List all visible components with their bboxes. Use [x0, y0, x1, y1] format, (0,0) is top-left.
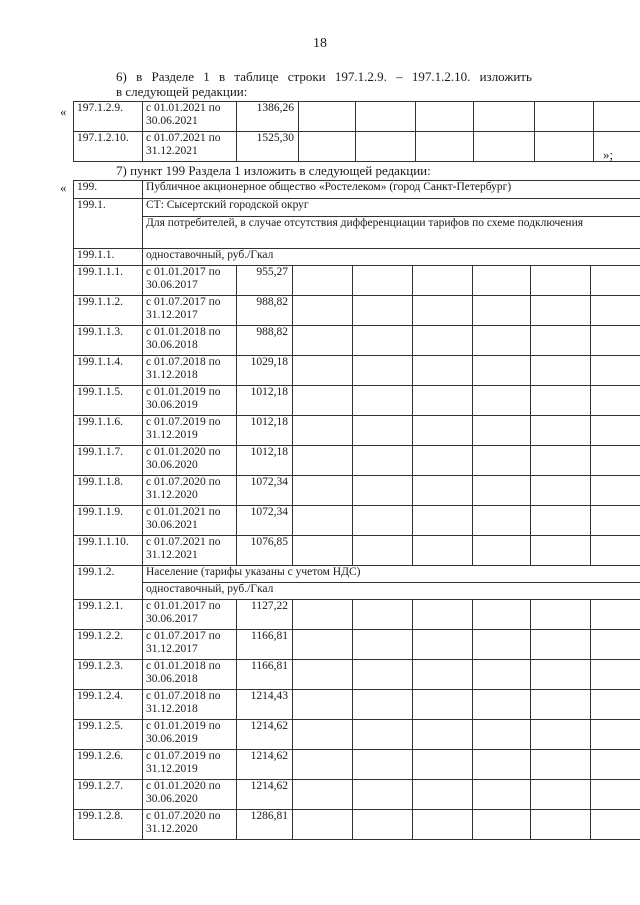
period-start: с 01.01.2019 по	[146, 720, 221, 732]
period-cell	[143, 660, 237, 690]
row-num: 199.1.2.1.	[74, 600, 143, 630]
empty-cell	[473, 326, 531, 356]
empty-cell	[591, 600, 640, 630]
period-cell	[143, 780, 237, 810]
row-199-header	[74, 181, 640, 199]
empty-cell	[473, 476, 531, 506]
consumers-note: Для потребителей, в случае отсутствия дифференциации тарифов по схеме подключения	[143, 217, 640, 249]
empty-cell	[413, 476, 473, 506]
table-199-body	[74, 181, 640, 840]
row-num: 199.1.1.	[74, 249, 143, 266]
amendment-paragraph-6	[70, 69, 615, 99]
empty-cell	[473, 416, 531, 446]
row-199-1-1	[74, 249, 640, 266]
empty-cell	[353, 810, 413, 840]
empty-cell	[413, 780, 473, 810]
empty-cell	[531, 416, 591, 446]
tariff-value: 988,82	[237, 296, 293, 326]
empty-cell	[293, 296, 353, 326]
table-row	[74, 476, 640, 506]
empty-cell	[413, 660, 473, 690]
period-end: 30.06.2021	[146, 519, 198, 531]
empty-cell	[416, 102, 474, 132]
table-row	[74, 416, 640, 446]
row-num: 197.1.2.10.	[74, 132, 143, 162]
tariff-value: 1286,81	[237, 810, 293, 840]
empty-cell	[353, 630, 413, 660]
empty-cell	[531, 810, 591, 840]
empty-cell	[353, 536, 413, 566]
table-row	[74, 102, 640, 132]
empty-cell	[353, 416, 413, 446]
empty-cell	[353, 296, 413, 326]
table-row	[74, 720, 640, 750]
row-num: 199.1.1.2.	[74, 296, 143, 326]
empty-cell	[531, 750, 591, 780]
period-start: с 01.01.2019 по	[146, 386, 221, 398]
period-cell	[143, 326, 237, 356]
empty-cell	[413, 536, 473, 566]
tariff-value: 1386,26	[237, 102, 299, 132]
row-num: 199.1.1.3.	[74, 326, 143, 356]
empty-cell	[413, 326, 473, 356]
amendment-paragraph-6-line1: 6) в Разделе 1 в таблице строки 197.1.2.9. – 197.1.2.10. изложить	[116, 69, 532, 84]
row-num: 199.1.1.5.	[74, 386, 143, 416]
empty-cell	[531, 356, 591, 386]
period-cell	[143, 386, 237, 416]
row-num: 199.1.	[74, 199, 143, 249]
empty-cell	[293, 810, 353, 840]
tariff-value: 1072,34	[237, 506, 293, 536]
empty-cell	[353, 506, 413, 536]
period-end: 31.12.2019	[146, 763, 198, 775]
period-start: с 01.07.2021 по	[146, 132, 221, 144]
table-row	[74, 132, 640, 162]
open-quote-table2: «	[60, 180, 67, 195]
empty-cell	[591, 750, 640, 780]
period-cell	[143, 266, 237, 296]
empty-cell	[413, 296, 473, 326]
table-row	[74, 296, 640, 326]
row-num: 199.1.2.5.	[74, 720, 143, 750]
table-row	[74, 446, 640, 476]
empty-cell	[353, 386, 413, 416]
empty-cell	[591, 536, 640, 566]
empty-cell	[413, 506, 473, 536]
period-start: с 01.01.2018 по	[146, 660, 221, 672]
empty-cell	[591, 630, 640, 660]
empty-cell	[531, 780, 591, 810]
empty-cell	[591, 780, 640, 810]
empty-cell	[531, 326, 591, 356]
tariff-value: 988,82	[237, 326, 293, 356]
empty-cell	[473, 780, 531, 810]
empty-cell	[413, 810, 473, 840]
row-num: 199.1.2.3.	[74, 660, 143, 690]
tariff-value: 1029,18	[237, 356, 293, 386]
tariff-value: 955,27	[237, 266, 293, 296]
period-start: с 01.07.2017 по	[146, 296, 221, 308]
row-consumers-note	[74, 217, 640, 249]
empty-cell	[356, 102, 416, 132]
row-num: 199.1.2.6.	[74, 750, 143, 780]
population-heading: Население (тарифы указаны с учетом НДС)	[143, 566, 640, 583]
tariff-value: 1012,18	[237, 386, 293, 416]
empty-cell	[293, 506, 353, 536]
period-cell	[143, 690, 237, 720]
empty-cell	[413, 266, 473, 296]
empty-cell	[473, 720, 531, 750]
period-end: 31.12.2017	[146, 309, 198, 321]
period-cell	[143, 102, 237, 132]
period-end: 30.06.2019	[146, 733, 198, 745]
period-start: с 01.07.2020 по	[146, 476, 221, 488]
period-end: 30.06.2020	[146, 459, 198, 471]
row-num: 199.1.1.10.	[74, 536, 143, 566]
tariff-value: 1012,18	[237, 446, 293, 476]
period-end: 31.12.2018	[146, 369, 198, 381]
row-num: 199.1.1.8.	[74, 476, 143, 506]
period-start: с 01.01.2021 по	[146, 506, 221, 518]
empty-cell	[473, 660, 531, 690]
tariff-value: 1214,62	[237, 750, 293, 780]
empty-cell	[293, 780, 353, 810]
period-end: 30.06.2017	[146, 613, 198, 625]
empty-cell	[591, 720, 640, 750]
empty-cell	[531, 476, 591, 506]
table-197-body	[74, 102, 640, 162]
tariff-value: 1214,62	[237, 780, 293, 810]
empty-cell	[591, 416, 640, 446]
page-number: 18	[313, 36, 327, 51]
empty-cell	[413, 630, 473, 660]
row-num: 199.1.2.8.	[74, 810, 143, 840]
empty-cell	[293, 720, 353, 750]
empty-cell	[413, 720, 473, 750]
row-num: 199.1.1.4.	[74, 356, 143, 386]
empty-cell	[591, 660, 640, 690]
empty-cell	[293, 386, 353, 416]
period-cell	[143, 416, 237, 446]
period-end: 31.12.2020	[146, 489, 198, 501]
period-cell	[143, 476, 237, 506]
period-start: с 01.01.2020 по	[146, 446, 221, 458]
table-row	[74, 326, 640, 356]
table-row	[74, 780, 640, 810]
period-cell	[143, 446, 237, 476]
empty-cell	[293, 600, 353, 630]
empty-cell	[531, 446, 591, 476]
empty-cell	[531, 536, 591, 566]
row-199-1-2	[74, 566, 640, 583]
period-start: с 01.01.2017 по	[146, 266, 221, 278]
empty-cell	[353, 600, 413, 630]
table-row	[74, 630, 640, 660]
period-cell	[143, 600, 237, 630]
empty-cell	[293, 266, 353, 296]
organization-name: Публичное акционерное общество «Ростелеком» (город Санкт-Петербург)	[143, 181, 640, 199]
table-row	[74, 600, 640, 630]
table-row	[74, 266, 640, 296]
row-num: 199.1.1.6.	[74, 416, 143, 446]
empty-cell	[353, 326, 413, 356]
empty-cell	[591, 476, 640, 506]
empty-cell	[531, 600, 591, 630]
empty-cell	[413, 416, 473, 446]
empty-cell	[473, 506, 531, 536]
empty-cell	[473, 810, 531, 840]
empty-cell	[293, 326, 353, 356]
period-cell	[143, 132, 237, 162]
empty-cell	[591, 690, 640, 720]
empty-cell	[473, 356, 531, 386]
empty-cell	[474, 132, 535, 162]
period-end: 30.06.2018	[146, 673, 198, 685]
period-end: 30.06.2020	[146, 793, 198, 805]
tariff-value: 1072,34	[237, 476, 293, 506]
period-cell	[143, 356, 237, 386]
amendment-paragraph-6-line2: в следующей редакции:	[116, 84, 248, 99]
empty-cell	[413, 600, 473, 630]
empty-cell	[413, 690, 473, 720]
empty-cell	[353, 690, 413, 720]
row-num: 199.1.1.9.	[74, 506, 143, 536]
empty-cell	[591, 386, 640, 416]
row-199-1	[74, 199, 640, 217]
empty-cell	[353, 356, 413, 386]
period-end: 31.12.2017	[146, 643, 198, 655]
tariff-value: 1214,43	[237, 690, 293, 720]
empty-cell	[413, 386, 473, 416]
tariff-value: 1012,18	[237, 416, 293, 446]
period-start: с 01.01.2018 по	[146, 326, 221, 338]
empty-cell	[531, 720, 591, 750]
empty-cell	[473, 386, 531, 416]
empty-cell	[473, 536, 531, 566]
empty-cell	[293, 690, 353, 720]
period-end: 30.06.2021	[146, 115, 198, 127]
empty-cell	[293, 660, 353, 690]
period-cell	[143, 810, 237, 840]
period-end: 31.12.2021	[146, 549, 198, 561]
period-start: с 01.07.2019 по	[146, 750, 221, 762]
period-end: 31.12.2020	[146, 823, 198, 835]
period-start: с 01.01.2021 по	[146, 102, 221, 114]
period-start: с 01.07.2019 по	[146, 416, 221, 428]
row-num: 199.	[74, 181, 143, 199]
tariff-value: 1214,62	[237, 720, 293, 750]
period-end: 31.12.2021	[146, 145, 198, 157]
empty-cell	[474, 102, 535, 132]
empty-cell	[473, 690, 531, 720]
tariff-value: 1166,81	[237, 630, 293, 660]
empty-cell	[356, 132, 416, 162]
table-row	[74, 386, 640, 416]
tariff-value: 1525,30	[237, 132, 299, 162]
open-quote-table1: «	[60, 104, 67, 119]
period-start: с 01.07.2020 по	[146, 810, 221, 822]
table-row	[74, 356, 640, 386]
empty-cell	[531, 506, 591, 536]
empty-cell	[353, 446, 413, 476]
empty-cell	[299, 102, 356, 132]
empty-cell	[353, 720, 413, 750]
tariff-type-label: одноставочный, руб./Гкал	[143, 583, 640, 600]
period-start: с 01.07.2018 по	[146, 356, 221, 368]
period-cell	[143, 296, 237, 326]
empty-cell	[591, 356, 640, 386]
tariff-type-label: одноставочный, руб./Гкал	[143, 249, 640, 266]
empty-cell	[531, 296, 591, 326]
table-row	[74, 810, 640, 840]
empty-cell	[293, 536, 353, 566]
empty-cell	[473, 750, 531, 780]
empty-cell	[591, 446, 640, 476]
empty-cell	[531, 690, 591, 720]
empty-cell	[293, 476, 353, 506]
row-group2-label	[74, 583, 640, 600]
empty-cell	[531, 660, 591, 690]
empty-cell	[293, 416, 353, 446]
empty-cell	[353, 266, 413, 296]
period-start: с 01.07.2017 по	[146, 630, 221, 642]
empty-cell	[473, 600, 531, 630]
empty-cell	[293, 750, 353, 780]
row-num: 199.1.2.4.	[74, 690, 143, 720]
empty-cell	[594, 102, 640, 132]
row-num: 199.1.1.7.	[74, 446, 143, 476]
empty-cell	[353, 476, 413, 506]
period-cell	[143, 720, 237, 750]
empty-cell	[594, 132, 640, 162]
period-cell	[143, 506, 237, 536]
empty-cell	[473, 266, 531, 296]
empty-cell	[413, 356, 473, 386]
table-197-rows	[73, 101, 640, 162]
close-quote-table1: »;	[603, 147, 614, 162]
period-end: 31.12.2018	[146, 703, 198, 715]
period-end: 30.06.2017	[146, 279, 198, 291]
empty-cell	[353, 750, 413, 780]
row-num: 199.1.2.	[74, 566, 143, 600]
table-row	[74, 506, 640, 536]
empty-cell	[293, 356, 353, 386]
empty-cell	[416, 132, 474, 162]
period-start: с 01.01.2020 по	[146, 780, 221, 792]
period-start: с 01.07.2021 по	[146, 536, 221, 548]
period-cell	[143, 630, 237, 660]
empty-cell	[531, 386, 591, 416]
empty-cell	[413, 750, 473, 780]
empty-cell	[473, 446, 531, 476]
period-end: 30.06.2019	[146, 399, 198, 411]
empty-cell	[591, 506, 640, 536]
empty-cell	[591, 266, 640, 296]
period-cell	[143, 750, 237, 780]
table-row	[74, 536, 640, 566]
empty-cell	[473, 296, 531, 326]
period-end: 30.06.2018	[146, 339, 198, 351]
empty-cell	[535, 132, 594, 162]
empty-cell	[535, 102, 594, 132]
table-row	[74, 750, 640, 780]
empty-cell	[531, 630, 591, 660]
period-start: с 01.07.2018 по	[146, 690, 221, 702]
empty-cell	[473, 630, 531, 660]
st-municipality: СТ: Сысертский городской округ	[143, 199, 640, 217]
empty-cell	[293, 446, 353, 476]
empty-cell	[293, 630, 353, 660]
table-row	[74, 660, 640, 690]
empty-cell	[591, 296, 640, 326]
period-start: с 01.01.2017 по	[146, 600, 221, 612]
row-num: 199.1.2.2.	[74, 630, 143, 660]
period-end: 31.12.2019	[146, 429, 198, 441]
row-num: 199.1.1.1.	[74, 266, 143, 296]
empty-cell	[591, 326, 640, 356]
empty-cell	[353, 660, 413, 690]
tariff-value: 1076,85	[237, 536, 293, 566]
empty-cell	[299, 132, 356, 162]
row-num: 199.1.2.7.	[74, 780, 143, 810]
tariff-value: 1127,22	[237, 600, 293, 630]
empty-cell	[353, 780, 413, 810]
row-num: 197.1.2.9.	[74, 102, 143, 132]
period-cell	[143, 536, 237, 566]
table-199-section	[73, 180, 640, 840]
empty-cell	[531, 266, 591, 296]
amendment-paragraph-7: 7) пункт 199 Раздела 1 изложить в следующей редакции:	[116, 163, 431, 178]
table-row	[74, 690, 640, 720]
tariff-value: 1166,81	[237, 660, 293, 690]
empty-cell	[591, 810, 640, 840]
empty-cell	[413, 446, 473, 476]
